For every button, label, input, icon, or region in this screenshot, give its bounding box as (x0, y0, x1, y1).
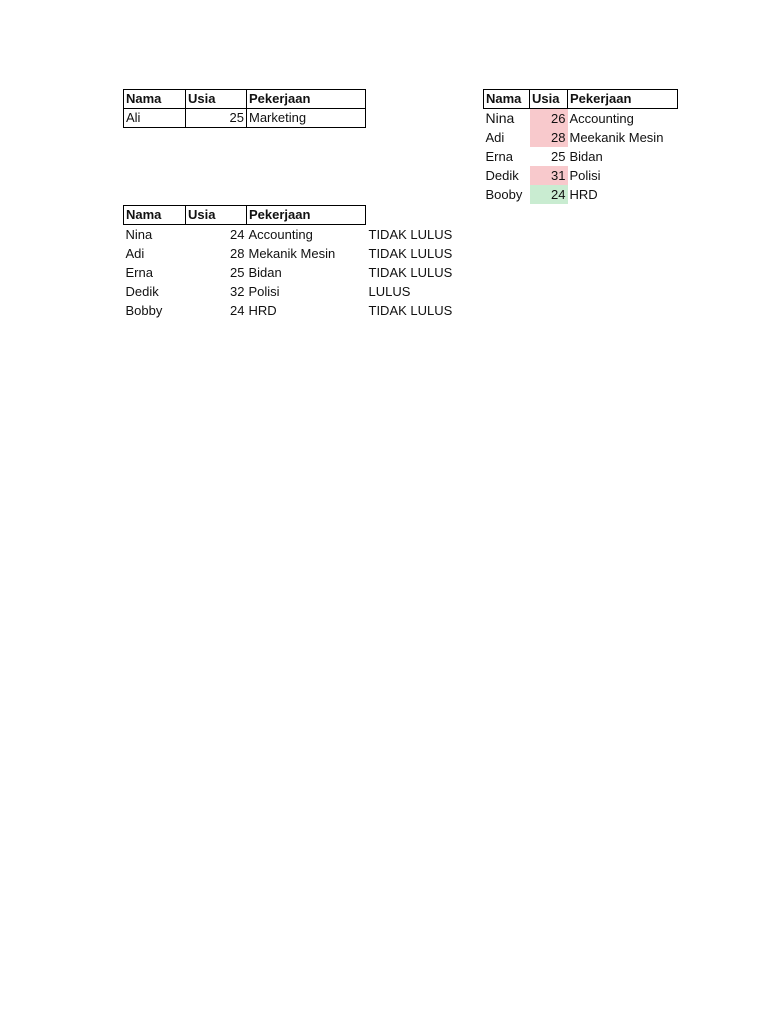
header-pekerjaan[interactable]: Pekerjaan (247, 206, 366, 225)
header-nama[interactable]: Nama (484, 90, 530, 109)
cell-usia[interactable]: 24 (230, 303, 245, 318)
cell-pekerjaan[interactable]: Polisi (248, 284, 280, 299)
header-empty (366, 206, 462, 225)
cell-usia[interactable]: 28 (230, 246, 245, 261)
cell-usia[interactable]: 24 (530, 185, 568, 204)
cell-nama[interactable]: Erna (125, 265, 153, 280)
table-row (124, 282, 462, 301)
table-ali (123, 89, 366, 128)
cell-usia[interactable]: 25 (186, 109, 247, 128)
header-pekerjaan[interactable]: Pekerjaan (247, 90, 366, 109)
cell-status[interactable]: LULUS (368, 284, 411, 299)
cell-status[interactable]: TIDAK LULUS (368, 246, 453, 261)
cell-nama[interactable]: Nina (485, 110, 515, 126)
table-row (484, 109, 678, 129)
table-header-row (484, 90, 678, 109)
header-usia[interactable]: Usia (186, 90, 247, 109)
header-nama[interactable]: Nama (124, 90, 186, 109)
cell-pekerjaan[interactable]: Meekanik Mesin (569, 130, 664, 145)
cell-nama[interactable]: Adi (125, 246, 145, 261)
cell-pekerjaan[interactable]: HRD (569, 187, 598, 202)
header-pekerjaan[interactable]: Pekerjaan (568, 90, 678, 109)
cell-nama[interactable]: Dedik (125, 284, 159, 299)
header-usia[interactable]: Usia (530, 90, 568, 109)
cell-nama[interactable]: Booby (485, 187, 523, 202)
cell-nama[interactable]: Erna (485, 149, 513, 164)
table-row (484, 147, 678, 166)
cell-nama[interactable]: Ali (124, 109, 186, 128)
cell-usia[interactable]: 28 (530, 128, 568, 147)
table-row (124, 225, 462, 245)
cell-pekerjaan[interactable]: Mekanik Mesin (248, 246, 336, 261)
table-row (484, 166, 678, 185)
cell-nama[interactable]: Adi (485, 130, 505, 145)
cell-status[interactable]: TIDAK LULUS (368, 226, 453, 242)
table-header-row (124, 90, 366, 109)
cell-usia[interactable]: 25 (230, 265, 245, 280)
cell-pekerjaan[interactable]: Bidan (248, 265, 282, 280)
cell-nama[interactable]: Nina (125, 227, 153, 242)
table-row (484, 185, 678, 204)
cell-usia[interactable]: 26 (530, 109, 568, 129)
table-row (124, 263, 462, 282)
cell-usia[interactable]: 24 (230, 227, 245, 242)
cell-usia[interactable]: 25 (551, 149, 566, 164)
cell-pekerjaan[interactable]: Bidan (569, 149, 603, 164)
table-row (124, 244, 462, 263)
cell-usia[interactable]: 31 (530, 166, 568, 185)
cell-status[interactable]: TIDAK LULUS (368, 265, 453, 280)
cell-pekerjaan[interactable]: Marketing (247, 109, 366, 128)
cell-usia[interactable]: 32 (230, 284, 245, 299)
table-status (123, 205, 461, 320)
table-row (484, 128, 678, 147)
cell-nama[interactable]: Dedik (485, 168, 519, 183)
header-usia[interactable]: Usia (186, 206, 247, 225)
table-header-row (124, 206, 462, 225)
cell-pekerjaan[interactable]: Accounting (248, 227, 313, 242)
cell-pekerjaan[interactable]: Polisi (569, 168, 601, 183)
table-highlighted (483, 89, 678, 204)
header-nama[interactable]: Nama (124, 206, 186, 225)
table-row (124, 109, 366, 128)
cell-pekerjaan[interactable]: Accounting (569, 111, 634, 126)
table-row (124, 301, 462, 320)
cell-status[interactable]: TIDAK LULUS (368, 303, 453, 318)
cell-nama[interactable]: Bobby (125, 303, 163, 318)
cell-pekerjaan[interactable]: HRD (248, 303, 277, 318)
